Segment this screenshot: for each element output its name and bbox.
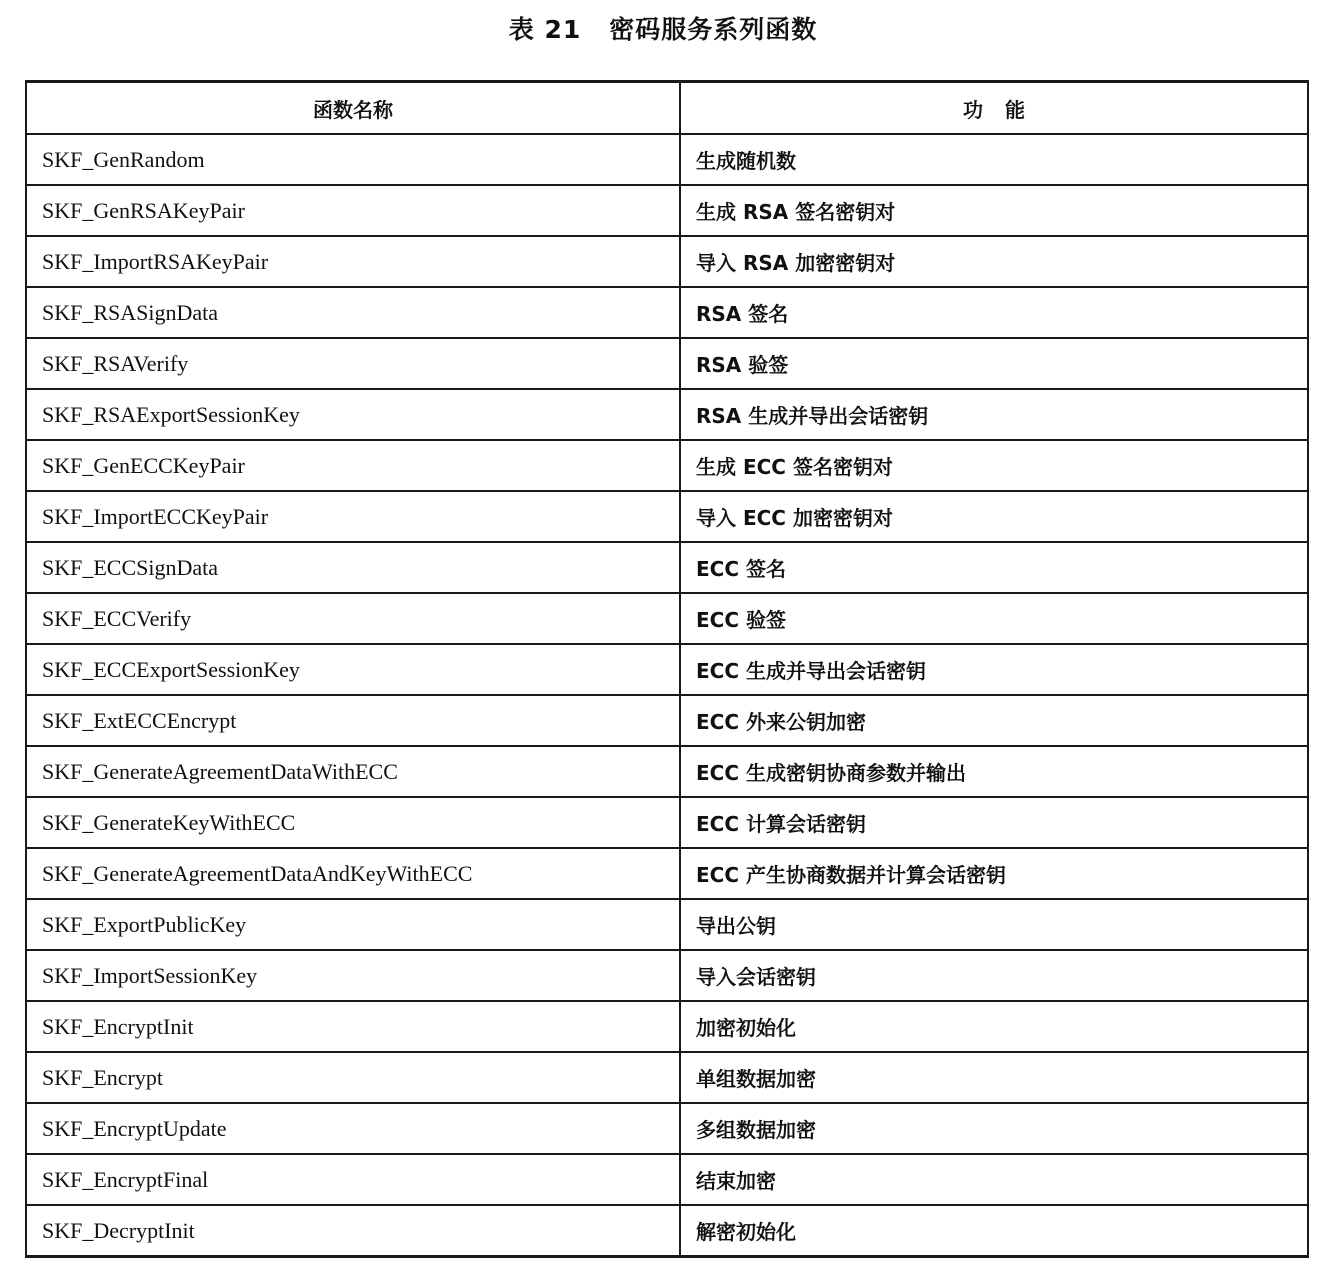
function-name-cell: SKF_ImportSessionKey — [26, 950, 680, 1001]
function-desc-cell: 导入会话密钥 — [680, 950, 1308, 1001]
function-name-cell: SKF_ECCVerify — [26, 593, 680, 644]
function-name-cell: SKF_EncryptInit — [26, 1001, 680, 1052]
function-desc-cell: 多组数据加密 — [680, 1103, 1308, 1154]
function-name-cell: SKF_ECCExportSessionKey — [26, 644, 680, 695]
function-name-cell: SKF_EncryptFinal — [26, 1154, 680, 1205]
function-name-cell: SKF_ExportPublicKey — [26, 899, 680, 950]
function-name-cell: SKF_RSASignData — [26, 287, 680, 338]
function-desc-cell: ECC 产生协商数据并计算会话密钥 — [680, 848, 1308, 899]
function-name-cell: SKF_ImportRSAKeyPair — [26, 236, 680, 287]
function-name-cell: SKF_ImportECCKeyPair — [26, 491, 680, 542]
function-name-cell: SKF_GenerateAgreementDataAndKeyWithECC — [26, 848, 680, 899]
function-name-cell: SKF_RSAExportSessionKey — [26, 389, 680, 440]
function-name-cell: SKF_GenRandom — [26, 134, 680, 185]
function-name-cell: SKF_DecryptInit — [26, 1205, 680, 1257]
function-desc-cell: 导出公钥 — [680, 899, 1308, 950]
function-table — [25, 80, 1309, 1258]
table-row — [26, 542, 1308, 593]
table-row — [26, 797, 1308, 848]
function-name-cell: SKF_GenECCKeyPair — [26, 440, 680, 491]
table-row — [26, 1205, 1308, 1257]
function-desc-cell: 解密初始化 — [680, 1205, 1308, 1257]
table-row — [26, 287, 1308, 338]
table-row — [26, 644, 1308, 695]
function-desc-cell: 导入 ECC 加密密钥对 — [680, 491, 1308, 542]
function-name-cell: SKF_Encrypt — [26, 1052, 680, 1103]
function-desc-cell: 生成 ECC 签名密钥对 — [680, 440, 1308, 491]
function-name-cell: SKF_EncryptUpdate — [26, 1103, 680, 1154]
table-row — [26, 491, 1308, 542]
table-row — [26, 950, 1308, 1001]
table-number: 表 21 — [508, 15, 582, 44]
table-row — [26, 1052, 1308, 1103]
table-row — [26, 440, 1308, 491]
function-name-cell: SKF_RSAVerify — [26, 338, 680, 389]
function-desc-cell: ECC 验签 — [680, 593, 1308, 644]
table-row — [26, 236, 1308, 287]
function-desc-cell: ECC 生成密钥协商参数并输出 — [680, 746, 1308, 797]
table-title: 密码服务系列函数 — [609, 15, 818, 44]
table-row — [26, 899, 1308, 950]
function-name-cell: SKF_GenerateKeyWithECC — [26, 797, 680, 848]
table-row — [26, 338, 1308, 389]
function-name-cell: SKF_ECCSignData — [26, 542, 680, 593]
table-row — [26, 848, 1308, 899]
table-row — [26, 695, 1308, 746]
header-function-name: 函数名称 — [26, 82, 680, 135]
function-name-cell: SKF_GenRSAKeyPair — [26, 185, 680, 236]
function-desc-cell: ECC 生成并导出会话密钥 — [680, 644, 1308, 695]
header-function: 功能 — [680, 82, 1308, 135]
function-desc-cell: RSA 签名 — [680, 287, 1308, 338]
table-row — [26, 746, 1308, 797]
function-name-cell: SKF_GenerateAgreementDataWithECC — [26, 746, 680, 797]
function-desc-cell: ECC 签名 — [680, 542, 1308, 593]
table-row — [26, 185, 1308, 236]
table-row — [26, 389, 1308, 440]
table-row — [26, 134, 1308, 185]
function-desc-cell: ECC 外来公钥加密 — [680, 695, 1308, 746]
function-name-cell: SKF_ExtECCEncrypt — [26, 695, 680, 746]
table-row — [26, 1103, 1308, 1154]
table-row — [26, 593, 1308, 644]
function-desc-cell: 生成 RSA 签名密钥对 — [680, 185, 1308, 236]
function-desc-cell: 加密初始化 — [680, 1001, 1308, 1052]
table-row — [26, 1001, 1308, 1052]
table-caption — [0, 8, 1326, 52]
function-desc-cell: 导入 RSA 加密密钥对 — [680, 236, 1308, 287]
function-desc-cell: RSA 生成并导出会话密钥 — [680, 389, 1308, 440]
function-desc-cell: 结束加密 — [680, 1154, 1308, 1205]
function-desc-cell: 生成随机数 — [680, 134, 1308, 185]
header-row — [26, 82, 1308, 135]
function-desc-cell: ECC 计算会话密钥 — [680, 797, 1308, 848]
function-desc-cell: 单组数据加密 — [680, 1052, 1308, 1103]
function-desc-cell: RSA 验签 — [680, 338, 1308, 389]
table-row — [26, 1154, 1308, 1205]
